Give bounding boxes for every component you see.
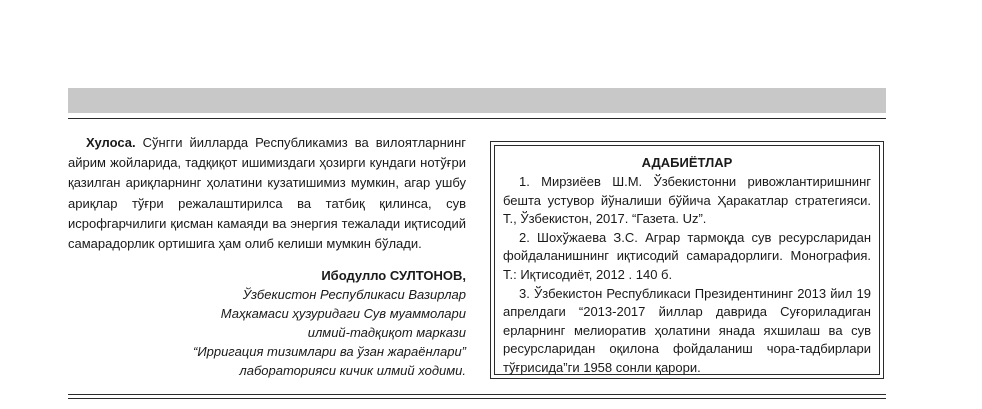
top-divider: [68, 118, 886, 119]
bottom-divider-second: [68, 398, 886, 399]
references-box: [490, 141, 884, 379]
references-title: АДАБИЁТЛАР: [641, 155, 733, 170]
reference-item: 3. Ўзбекистон Республикаси Президентининг 2013 йил 19 апрелдаги “2013-2017 йиллар даврида Суғориладиган ерларнинг мелиоратив ҳолатини янада яхшилаш ва сув ресурсларидан оқилона фойдаланиш чора-тадбирлари тўғрисида”ги 1958 сонли қарори.: [503, 285, 871, 375]
author-block: [66, 266, 466, 380]
bottom-divider: [68, 394, 886, 395]
conclusion-lead: Хулоса.: [86, 135, 136, 150]
author-role-line: илмий-тадқиқот маркази: [307, 325, 466, 340]
author-role-line: лабораторияси кичик илмий ходими.: [239, 363, 466, 378]
references-inner-frame: [494, 145, 880, 375]
author-role-line: “Ирригация тизимлари ва ўзан жараёнлари”: [192, 344, 466, 359]
author-role-line: Маҳкамаси ҳузуридаги Сув муаммолари: [220, 306, 466, 321]
reference-item: 1. Мирзиёев Ш.М. Ўзбекистонни ривожлантиришнинг бешта устувор йўналиши бўйича Ҳаракатлар стратегияси. Т., Ўзбекистон, 2017. “Газета. Uz”.: [503, 174, 871, 227]
section-header-band: [68, 88, 886, 113]
author-role-line: Ўзбекистон Республикаси Вазирлар: [242, 287, 466, 302]
reference-item: 2. Шохўжаева З.С. Аграр тармоқда сув ресурсларидан фойдаланишнинг иқтисодий самарадорлиги. Монография. Т.: Иқтисодиёт, 2012 . 140 б.: [503, 229, 871, 282]
conclusion-paragraph: [68, 133, 466, 254]
author-name: Ибодулло СУЛТОНОВ,: [321, 268, 466, 283]
conclusion-text: Сўнгги йилларда Республикамиз ва вилоятларнинг айрим жойларида, тадқиқот ишимиздаги ҳозирги кундаги нотўғри қазилган ариқларнинг ҳолатини кузатишимиз мумкин, агар ушбу ариқлар тўғри режалаштирилса ва татбиқ қилинса, сув исрофгарчилиги қисман камаяди ва энергия тежалади иқтисодий самарадорлик ортишига ҳам олиб келиши мумкин бўлади.: [68, 135, 466, 252]
